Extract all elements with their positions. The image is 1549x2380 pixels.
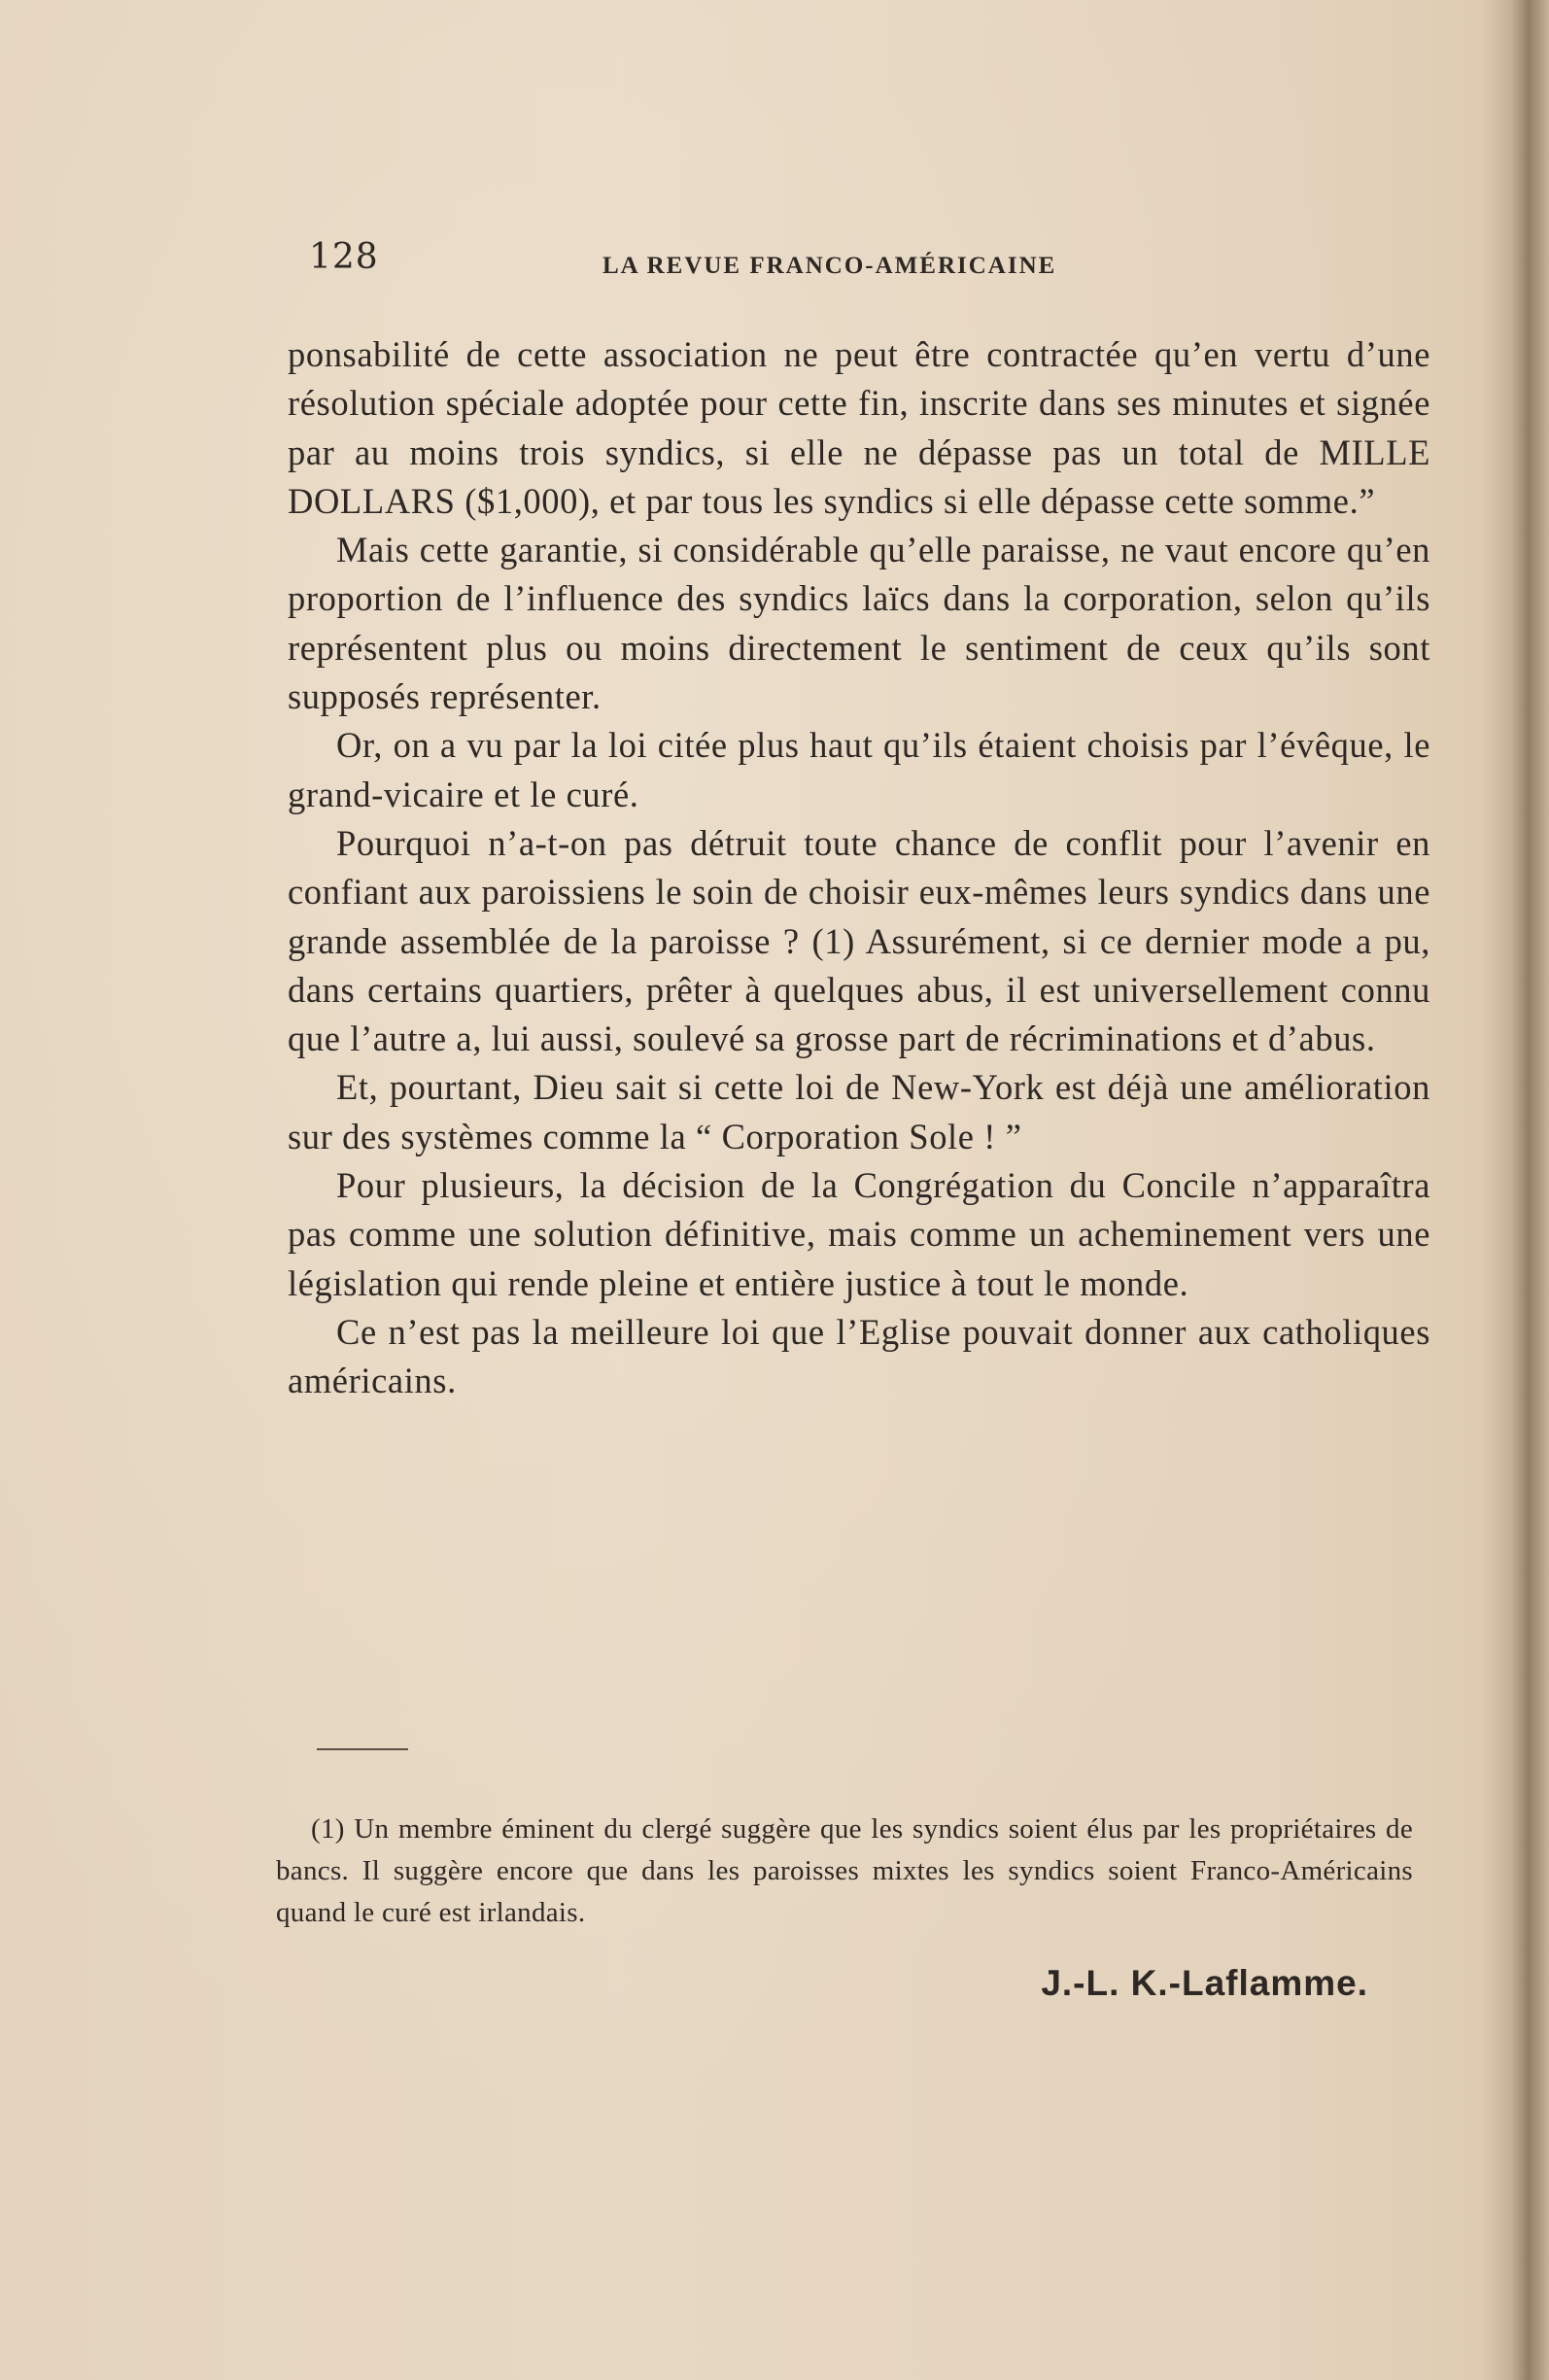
paragraph: Et, pourtant, Dieu sait si cette loi de New-York est déjà une amélioration sur des systèmes comme la “ Corporation Sole ! ” (288, 1067, 1430, 1156)
footnote: (1) Un membre éminent du clergé suggère que les syndics soient élus par les propriétaires de bancs. Il suggère encore que dans les paroisses mixtes les syndics soient Franco-Américains quand le curé est irlandais. (276, 1813, 1413, 1928)
author-signature: J.-L. K.-Laflamme. (1041, 1963, 1368, 2003)
page-edge-shadow (1481, 0, 1549, 2380)
paragraph: Pourquoi n’a-t-on pas détruit toute chance de conflit pour l’avenir en confiant aux paroissiens le soin de choisir eux-mêmes leurs syndics dans une grande assemblée de la paroisse ? (1) Assurément, si ce dernier mode a pu, dans certains quartiers, prêter à quelques abus, il est universellement connu que l’autre a, lui aussi, soulevé sa grosse part de récriminations et d’abus. (288, 822, 1430, 1059)
page-header (309, 237, 1184, 286)
footnote-separator-rule (317, 1748, 408, 1750)
running-title: LA REVUE FRANCO-AMÉRICAINE (602, 253, 1057, 279)
paragraph: Pour plusieurs, la décision de la Congrégation du Concile n’apparaîtra pas comme une solution définitive, mais comme un acheminement vers une législation qui rende pleine et entière justice à tout le monde. (288, 1165, 1430, 1303)
paragraph-continuation: ponsabilité de cette association ne peut être contractée qu’en vertu d’une résolution spéciale adoptée pour cette fin, inscrite dans ses minutes et signée par au moins trois syndics, si elle ne dépasse pas un total de MILLE DOLLARS ($1,000), et par tous les syndics si elle dépasse cette somme.” (288, 334, 1430, 521)
page-number: 128 (309, 237, 379, 277)
paragraph: Ce n’est pas la meilleure loi que l’Eglise pouvait donner aux catholiques américains. (288, 1311, 1430, 1401)
paragraph: Mais cette garantie, si considérable qu’elle paraisse, ne vaut encore qu’en proportion de l’influence des syndics laïcs dans la corporation, selon qu’ils représentent plus ou moins directement le sentiment de ceux qu’ils sont supposés représenter. (288, 530, 1430, 717)
article-body (288, 330, 1430, 1406)
paragraph: Or, on a vu par la loi citée plus haut qu’ils étaient choisis par l’évêque, le grand-vicaire et le curé. (288, 725, 1430, 814)
